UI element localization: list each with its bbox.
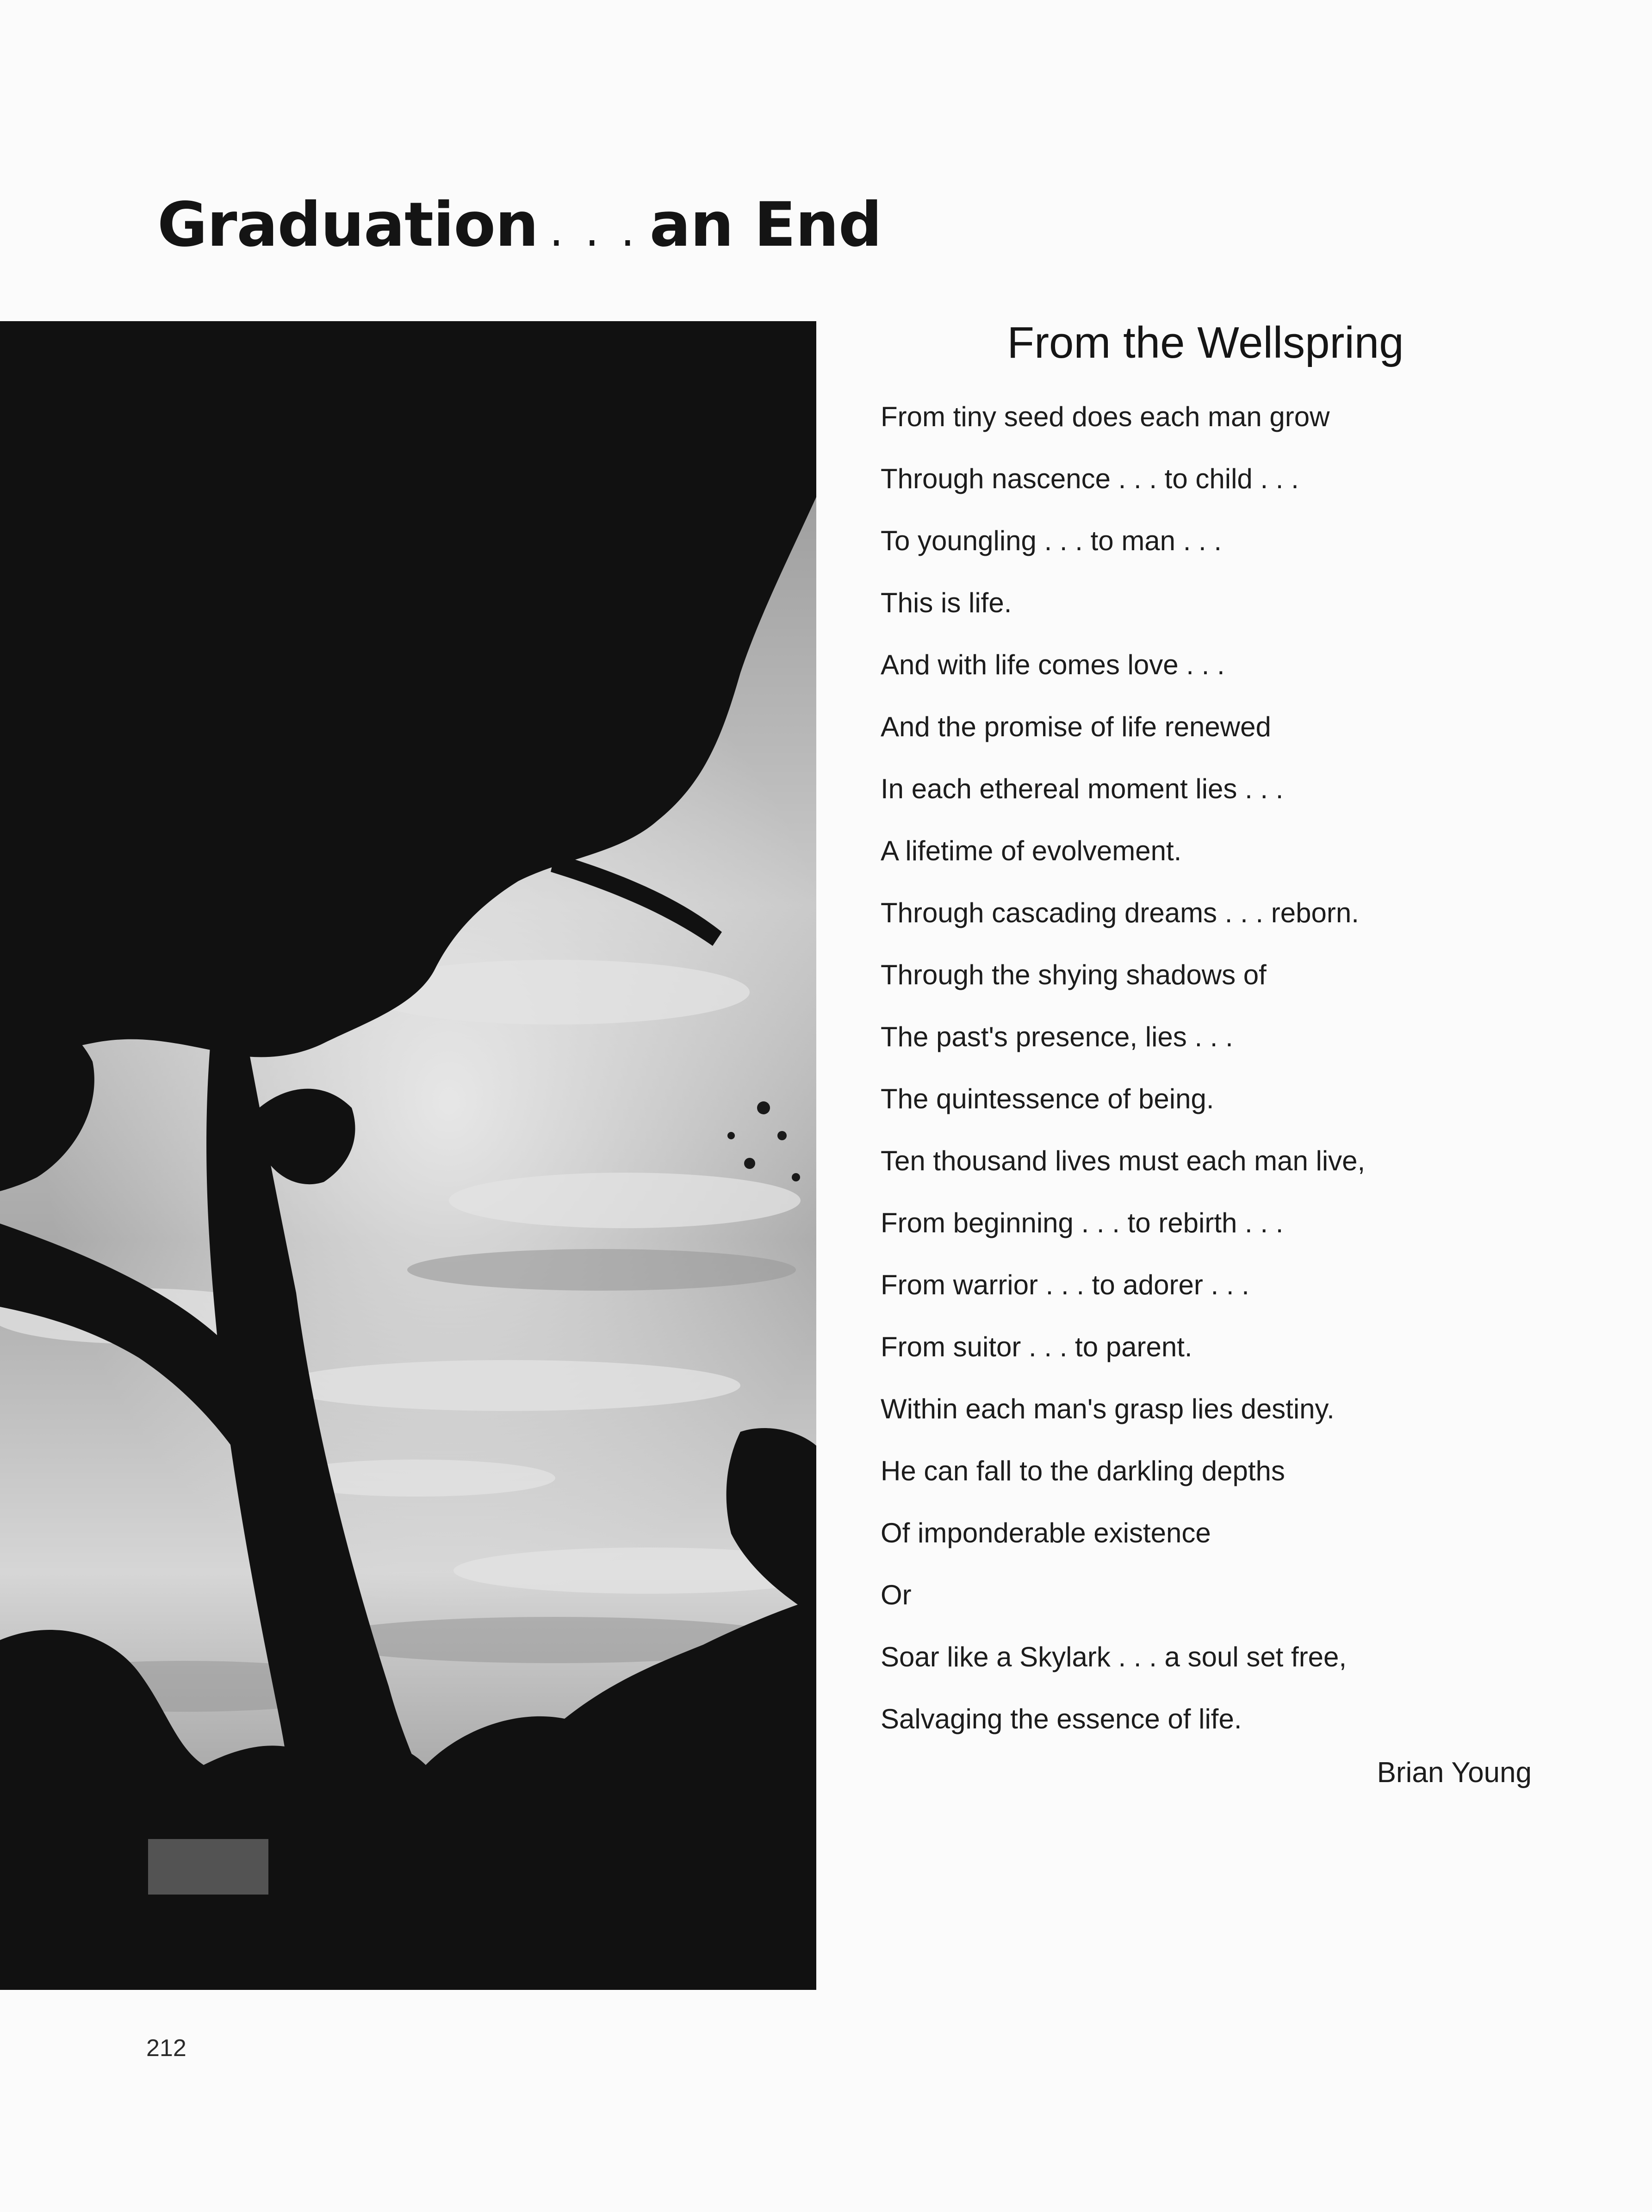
poem-line: From warrior . . . to adorer . . .: [881, 1269, 1249, 1300]
poem-line: And the promise of life renewed: [881, 711, 1271, 742]
poem-line: From beginning . . . to rebirth . . .: [881, 1207, 1284, 1238]
poem-line: Ten thousand lives must each man live,: [881, 1145, 1366, 1176]
page-number: 212: [146, 2035, 186, 2062]
poem-line: The past's presence, lies . . .: [881, 1021, 1233, 1052]
poem-author: Brian Young: [1377, 1757, 1532, 1789]
poem-line: Or: [881, 1579, 912, 1610]
poem-line: In each ethereal moment lies . . .: [881, 773, 1284, 804]
poem-line: And with life comes love . . .: [881, 649, 1225, 680]
tree-silhouette-photo: [0, 321, 816, 1990]
page-title: [157, 189, 882, 261]
poem-line: This is life.: [881, 587, 1012, 618]
poem-line: Soar like a Skylark . . . a soul set free,: [881, 1641, 1347, 1672]
poem-line: Within each man's grasp lies destiny.: [881, 1393, 1335, 1424]
poem-line: From tiny seed does each man grow: [881, 401, 1330, 432]
page-title-start: Graduation: [157, 189, 539, 261]
poem-line: The quintessence of being.: [881, 1083, 1214, 1114]
poem-lines: [881, 391, 1547, 1756]
poem-line: Salvaging the essence of life.: [881, 1703, 1242, 1734]
poem-line: From suitor . . . to parent.: [881, 1331, 1192, 1362]
poem-line: Through nascence . . . to child . . .: [881, 463, 1299, 494]
poem-line: Through the shying shadows of: [881, 959, 1267, 990]
poem-line: He can fall to the darkling depths: [881, 1455, 1285, 1486]
poem-title: From the Wellspring: [1007, 318, 1404, 367]
page-title-end: an End: [649, 189, 882, 261]
poem-line: A lifetime of evolvement.: [881, 835, 1182, 866]
poem-line: Of imponderable existence: [881, 1517, 1211, 1548]
poem-line: Through cascading dreams . . . reborn.: [881, 897, 1359, 928]
tree-silhouette-image: [0, 321, 816, 1990]
poem-line: To youngling . . . to man . . .: [881, 525, 1222, 556]
page-title-ellipsis: . . .: [549, 205, 639, 256]
